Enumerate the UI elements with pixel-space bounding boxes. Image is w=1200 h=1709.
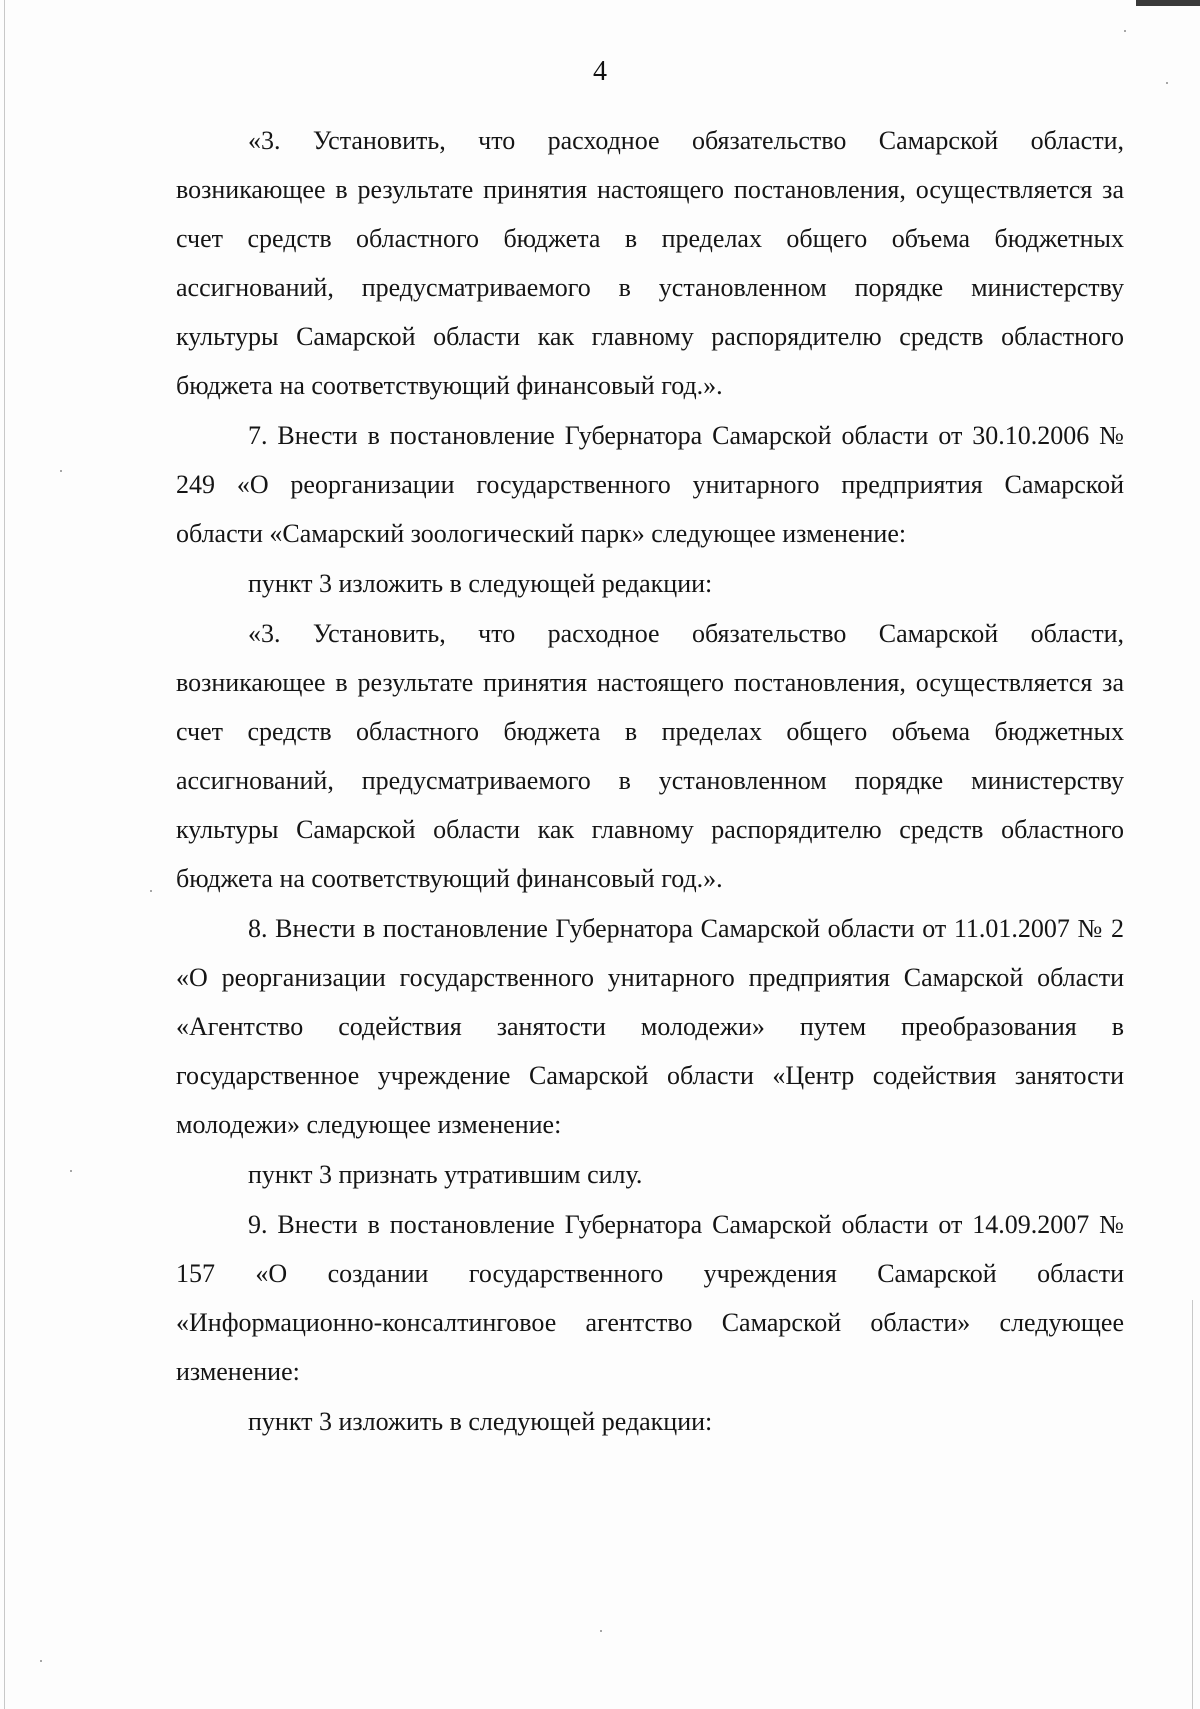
paragraph-quoted-clause-3-repeat: «3. Установить, что расходное обязательство Самарской области, возникающее в результате принятия настоящего постановления, осуществляется за счет средств областного бюджета в пределах общего объема бюджетных ассигнований, предусматриваемого в установленном порядке министерству культуры Самарской области как главному распорядителю средств областного бюджета на соответствующий финансовый год.». xyxy=(176,619,1124,893)
paragraph-item-8-instruction: пункт 3 признать утратившим силу. xyxy=(248,1160,643,1189)
scan-speck xyxy=(600,1630,602,1632)
scan-speck xyxy=(150,890,152,892)
scan-speck xyxy=(60,470,62,472)
paragraph-item-9-instruction: пункт 3 изложить в следующей редакции: xyxy=(248,1407,713,1436)
paragraph-item-9: 9. Внести в постановление Губернатора Самарской области от 14.09.2007 № 157 «О создании государственного учреждения Самарской области «Информационно-консалтинговое агентство Самарской области» следующее изменение: xyxy=(176,1210,1124,1386)
scan-corner-mark xyxy=(1136,0,1200,6)
scan-speck xyxy=(70,1170,72,1172)
scan-right-edge xyxy=(1192,1300,1193,1709)
scan-speck xyxy=(40,1660,42,1662)
page-number: 4 xyxy=(593,56,607,87)
scan-left-edge xyxy=(4,0,5,1709)
scan-speck xyxy=(1124,30,1126,32)
paragraph-item-7: 7. Внести в постановление Губернатора Самарской области от 30.10.2006 № 249 «О реорганизации государственного унитарного предприятия Самарской области «Самарский зоологический парк» следующее изменение: xyxy=(176,421,1124,548)
paragraph-item-8: 8. Внести в постановление Губернатора Самарской области от 11.01.2007 № 2 «О реорганизации государственного унитарного предприятия Самарской области «Агентство содействия занятости молодежи» путем преобразования в государственное учреждение Самарской области «Центр содействия занятости молодежи» следующее изменение: xyxy=(176,914,1124,1139)
document-body xyxy=(176,116,1124,1446)
paragraph-item-7-instruction: пункт 3 изложить в следующей редакции: xyxy=(248,569,713,598)
paragraph-quoted-clause-3: «3. Установить, что расходное обязательство Самарской области, возникающее в результате принятия настоящего постановления, осуществляется за счет средств областного бюджета в пределах общего объема бюджетных ассигнований, предусматриваемого в установленном порядке министерству культуры Самарской области как главному распорядителю средств областного бюджета на соответствующий финансовый год.». xyxy=(176,126,1124,400)
